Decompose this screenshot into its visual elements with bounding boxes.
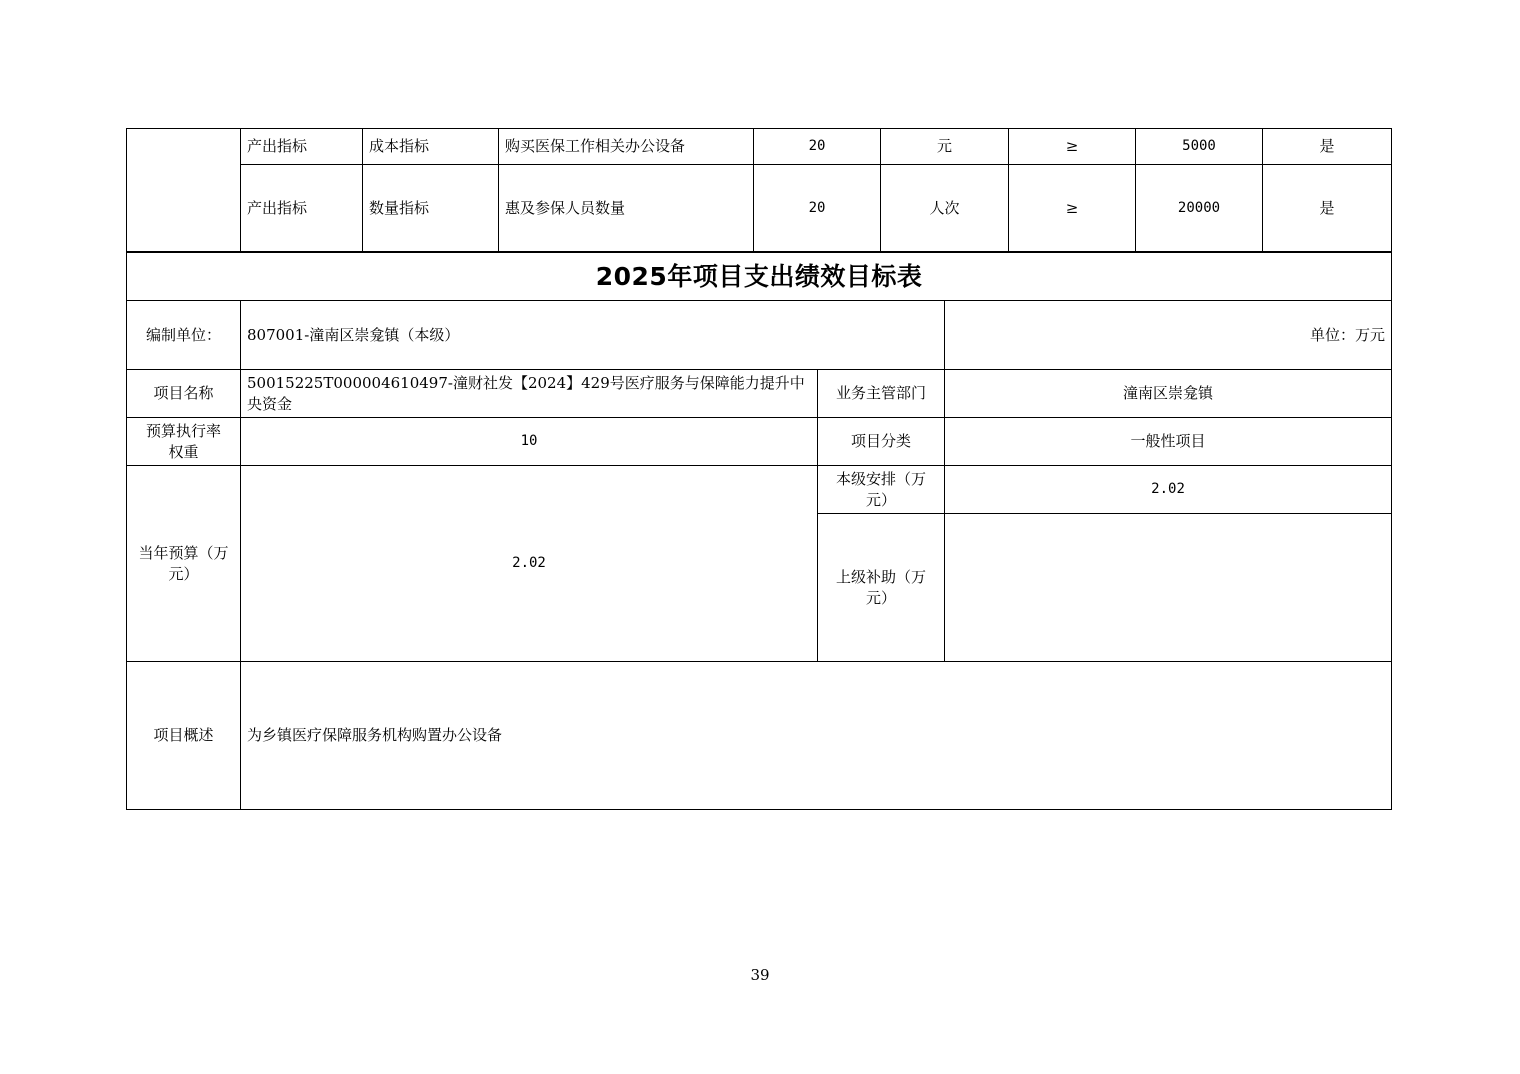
blank-cell [127,129,241,253]
form-title: 2025年项目支出绩效目标表 [127,252,1392,301]
overview-label: 项目概述 [127,662,241,810]
category-value: 一般性项目 [945,418,1392,466]
indicator-category: 产出指标 [241,165,363,253]
weight-value: 10 [241,418,818,466]
local-label: 本级安排（万元） [818,466,945,514]
dept-label: 业务主管部门 [818,370,945,418]
local-value: 2.02 [945,466,1392,514]
upper-value [945,514,1392,662]
indicator-unit: 元 [881,129,1009,165]
indicator-subcategory: 数量指标 [363,165,499,253]
indicator-target: 20000 [1136,165,1263,253]
upper-label: 上级补助（万元） [818,514,945,662]
overview-value: 为乡镇医疗保障服务机构购置办公设备 [241,662,1392,810]
indicator-row [127,165,1392,253]
weight-label: 预算执行率权重 [127,418,241,466]
indicator-name: 购买医保工作相关办公设备 [499,129,754,165]
indicator-unit: 人次 [881,165,1009,253]
project-name-value: 50015225T000004610497-潼财社发【2024】429号医疗服务与保障能力提升中央资金 [241,370,818,418]
indicator-operator: ≥ [1009,165,1136,253]
indicator-row [127,129,1392,165]
category-label: 项目分类 [818,418,945,466]
indicator-score: 20 [754,129,881,165]
performance-form [126,251,1392,810]
project-name-label: 项目名称 [127,370,241,418]
unit-value: 807001-潼南区崇龛镇（本级） [241,301,945,370]
budget-value: 2.02 [241,466,818,662]
indicator-subcategory: 成本指标 [363,129,499,165]
indicator-target: 5000 [1136,129,1263,165]
page-number: 39 [750,966,770,984]
unit-label: 编制单位： [127,301,241,370]
indicator-core: 是 [1263,129,1392,165]
indicator-core: 是 [1263,165,1392,253]
indicator-score: 20 [754,165,881,253]
indicator-operator: ≥ [1009,129,1136,165]
currency-note: 单位：万元 [945,301,1392,370]
indicator-category: 产出指标 [241,129,363,165]
dept-value: 潼南区崇龛镇 [945,370,1392,418]
indicator-table [126,128,1392,253]
indicator-name: 惠及参保人员数量 [499,165,754,253]
budget-label: 当年预算（万元） [127,466,241,662]
